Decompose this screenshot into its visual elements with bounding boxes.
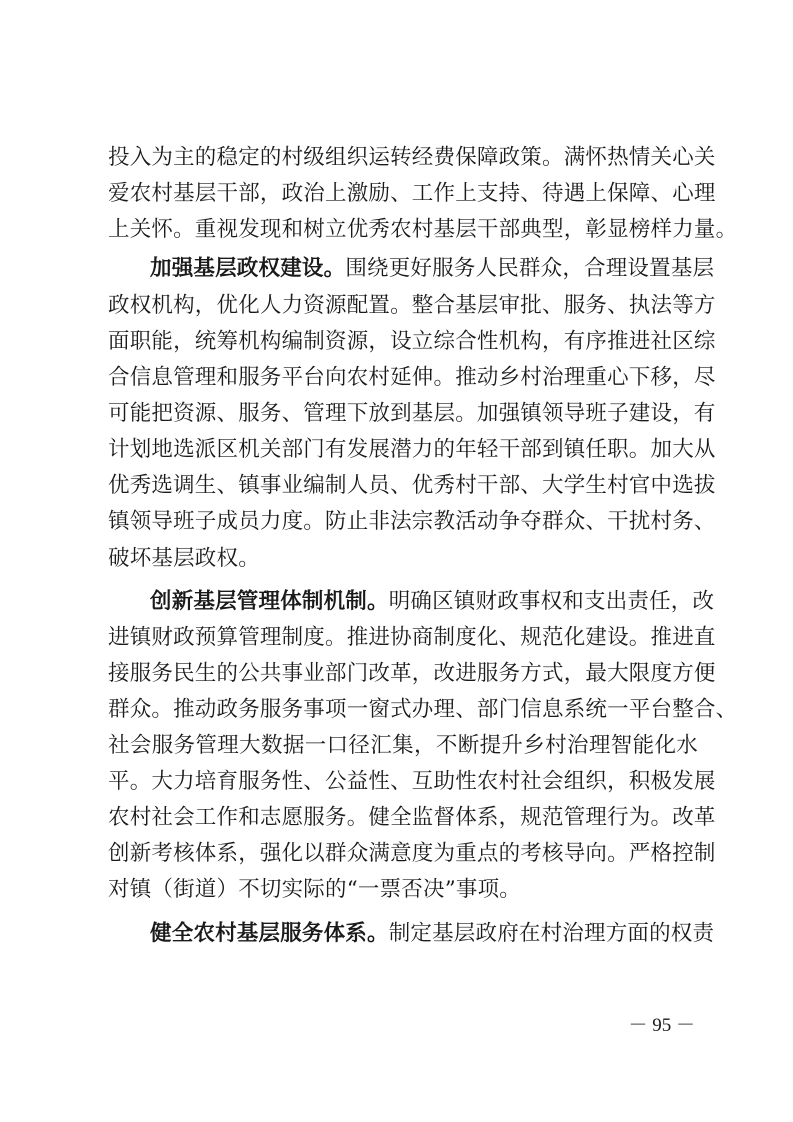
text-line: 政权机构，优化人力资源配置。整合基层审批、服务、执法等方 [108, 293, 716, 318]
text-line: 计划地选派区机关部门有发展潜力的年轻干部到镇任职。加大从 [108, 437, 716, 462]
text-line: 镇领导班子成员力度。防止非法宗教活动争夺群众、干扰村务、 [108, 509, 716, 534]
text-run: 明确区镇财政事权和支出责任，改 [388, 589, 715, 614]
text-line: 优秀选调生、镇事业编制人员、优秀村干部、大学生村官中选拔 [108, 473, 716, 498]
section-heading: 加强基层政权建设。 [150, 256, 346, 281]
text-line: 投入为主的稳定的村级组织运转经费保障政策。满怀热情关心关 [108, 145, 716, 170]
section-heading: 健全农村基层服务体系。 [150, 921, 389, 946]
paragraph-first-line [150, 916, 715, 952]
text-line: 可能把资源、服务、管理下放到基层。加强镇领导班子建设，有 [108, 401, 716, 426]
text-line: 接服务民生的公共事业部门改革，改进服务方式，最大限度方便 [108, 661, 716, 686]
text-line: 破坏基层政权。 [108, 546, 260, 571]
text-line: 进镇财政预算管理制度。推进协商制度化、规范化建设。推进直 [108, 625, 716, 650]
text-line: 爱农村基层干部，政治上激励、工作上支持、待遇上保障、心理 [108, 181, 716, 206]
text-line: 面职能，统筹机构编制资源，设立综合性机构，有序推进社区综 [108, 329, 716, 354]
text-line: 上关怀。重视发现和树立优秀农村基层干部典型，彰显榜样力量。 [108, 217, 738, 242]
paragraph-first-line [150, 584, 715, 620]
text-line: 平。大力培育服务性、公益性、互助性农村社会组织，积极发展 [108, 769, 716, 794]
text-line: 农村社会工作和志愿服务。健全监督体系，规范管理行为。改革 [108, 805, 716, 830]
section-heading: 创新基层管理体制机制。 [150, 589, 389, 614]
text-line: 合信息管理和服务平台向农村延伸。推动乡村治理重心下移，尽 [108, 365, 716, 390]
text-line: 群众。推动政务服务事项一窗式办理、部门信息系统一平台整合、 [108, 697, 738, 722]
paragraph-first-line [150, 251, 715, 287]
text-run: 围绕更好服务人民群众，合理设置基层 [345, 256, 715, 281]
text-run: 制定基层政府在村治理方面的权责 [388, 921, 715, 946]
page-number: － 95 － [628, 1015, 695, 1036]
text-line: 社会服务管理大数据一口径汇集，不断提升乡村治理智能化水 [108, 733, 698, 758]
text-line: 创新考核体系，强化以群众满意度为重点的考核导向。严格控制 [108, 841, 716, 866]
text-line: 对镇（街道）不切实际的“一票否决”事项。 [108, 877, 521, 902]
